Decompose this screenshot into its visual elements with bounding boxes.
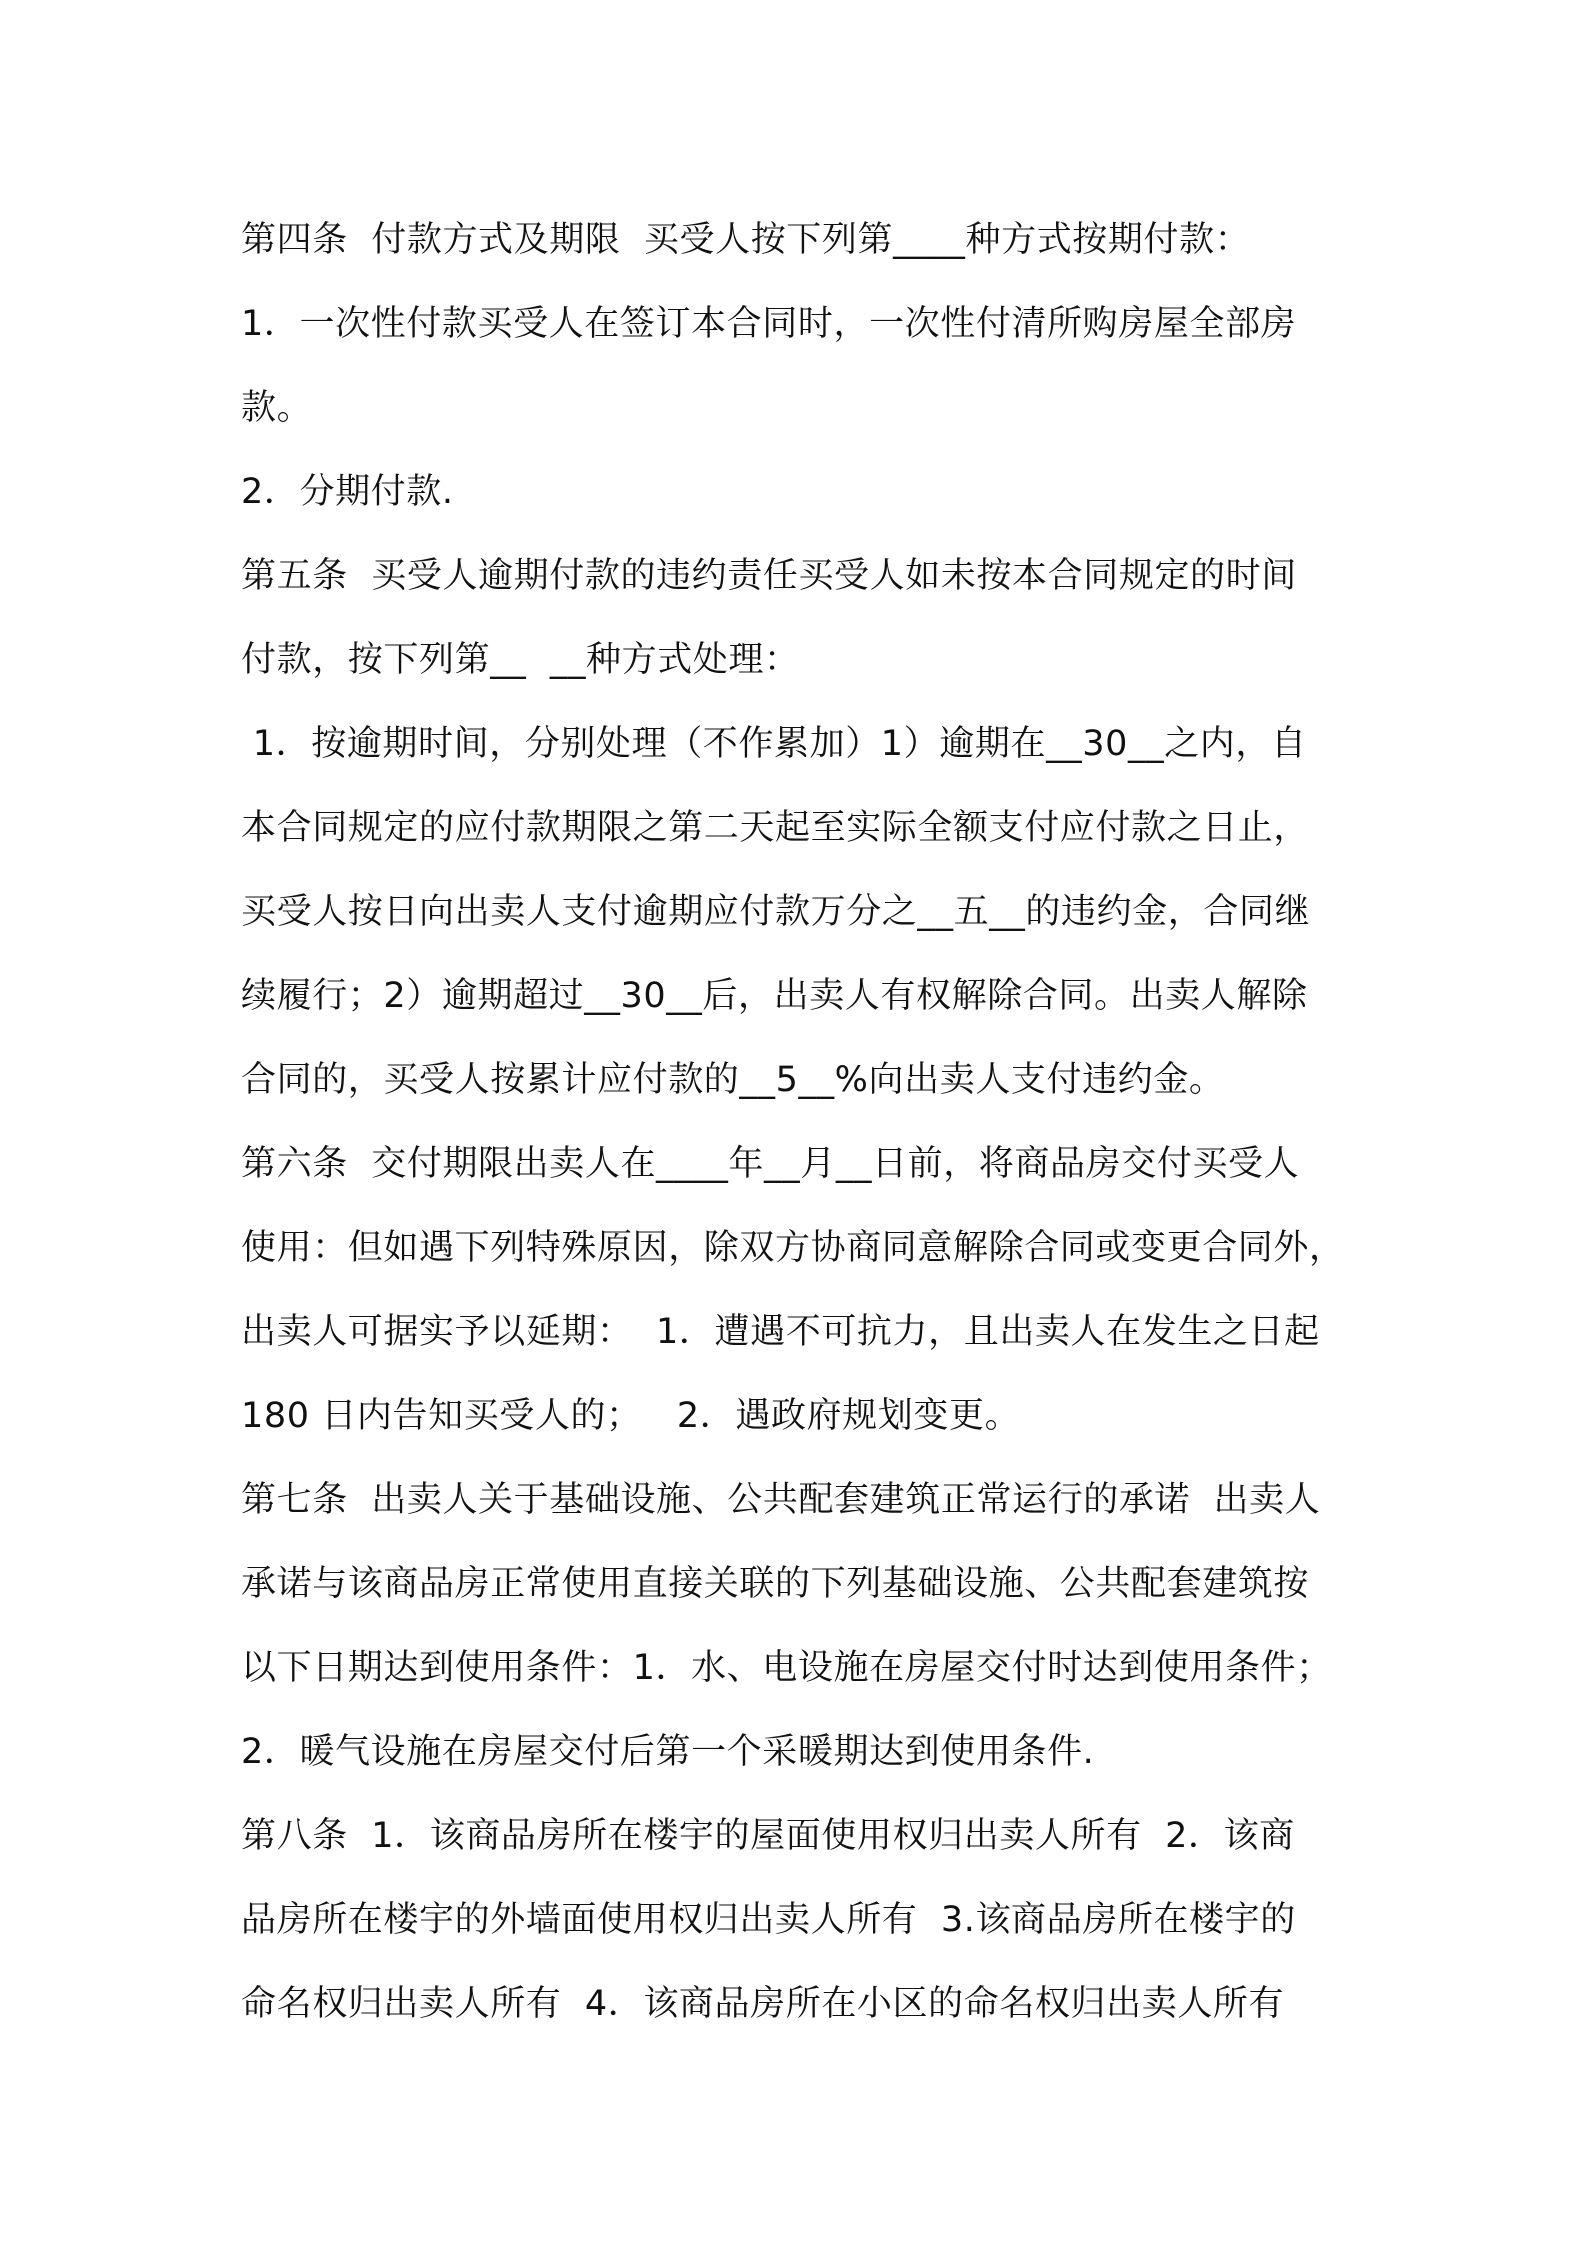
article-7-cont-1: 承诺与该商品房正常使用直接关联的下列基础设施、公共配套建筑按 bbox=[241, 1564, 1310, 1604]
article-6-heading: 第六条 交付期限出卖人在____年__月__日前，将商品房交付买受人 bbox=[241, 1144, 1300, 1184]
article-5-heading-cont: 付款，按下列第__ __种方式处理： bbox=[241, 640, 800, 680]
article-4-item-2: 2．分期付款. bbox=[241, 472, 454, 512]
article-8-heading: 第八条 1．该商品房所在楼宇的屋面使用权归出卖人所有 2．该商 bbox=[241, 1816, 1295, 1856]
article-5-item-1-cont-1: 本合同规定的应付款期限之第二天起至实际全额支付应付款之日止， bbox=[241, 808, 1310, 848]
article-5-item-1-cont-2: 买受人按日向出卖人支付逾期应付款万分之__五__的违约金，合同继 bbox=[241, 892, 1311, 932]
article-8-cont-1: 品房所在楼宇的外墙面使用权归出卖人所有 3.该商品房所在楼宇的 bbox=[241, 1900, 1296, 1940]
article-8-cont-2: 命名权归出卖人所有 4．该商品房所在小区的命名权归出卖人所有 bbox=[241, 1984, 1285, 2024]
article-7-heading: 第七条 出卖人关于基础设施、公共配套建筑正常运行的承诺 出卖人 bbox=[241, 1480, 1321, 1520]
article-5-item-1: 1．按逾期时间，分别处理（不作累加）1）逾期在__30__之内，自 bbox=[241, 724, 1307, 764]
article-4-item-1: 1．一次性付款买受人在签订本合同时，一次性付清所购房屋全部房 bbox=[241, 304, 1297, 344]
article-7-cont-3: 2．暖气设施在房屋交付后第一个采暖期达到使用条件. bbox=[241, 1732, 1095, 1772]
article-7-cont-2: 以下日期达到使用条件：1．水、电设施在房屋交付时达到使用条件； bbox=[241, 1648, 1332, 1688]
article-5-heading: 第五条 买受人逾期付款的违约责任买受人如未按本合同规定的时间 bbox=[241, 556, 1297, 596]
article-6-cont-1: 使用：但如遇下列特殊原因，除双方协商同意解除合同或变更合同外， bbox=[241, 1228, 1345, 1268]
contract-text bbox=[241, 198, 1356, 2046]
article-4-item-1-cont: 款。 bbox=[241, 388, 313, 428]
article-6-cont-2: 出卖人可据实予以延期： 1．遭遇不可抗力，且出卖人在发生之日起 bbox=[241, 1312, 1320, 1352]
article-4-heading: 第四条 付款方式及期限 买受人按下列第____种方式按期付款： bbox=[241, 220, 1251, 260]
article-5-item-1-cont-3: 续履行；2）逾期超过__30__后，出卖人有权解除合同。出卖人解除 bbox=[241, 976, 1308, 1016]
article-5-item-1-cont-4: 合同的，买受人按累计应付款的__5__%向出卖人支付违约金。 bbox=[241, 1060, 1225, 1100]
article-6-cont-3: 180 日内告知买受人的； 2．遇政府规划变更。 bbox=[241, 1396, 1021, 1436]
